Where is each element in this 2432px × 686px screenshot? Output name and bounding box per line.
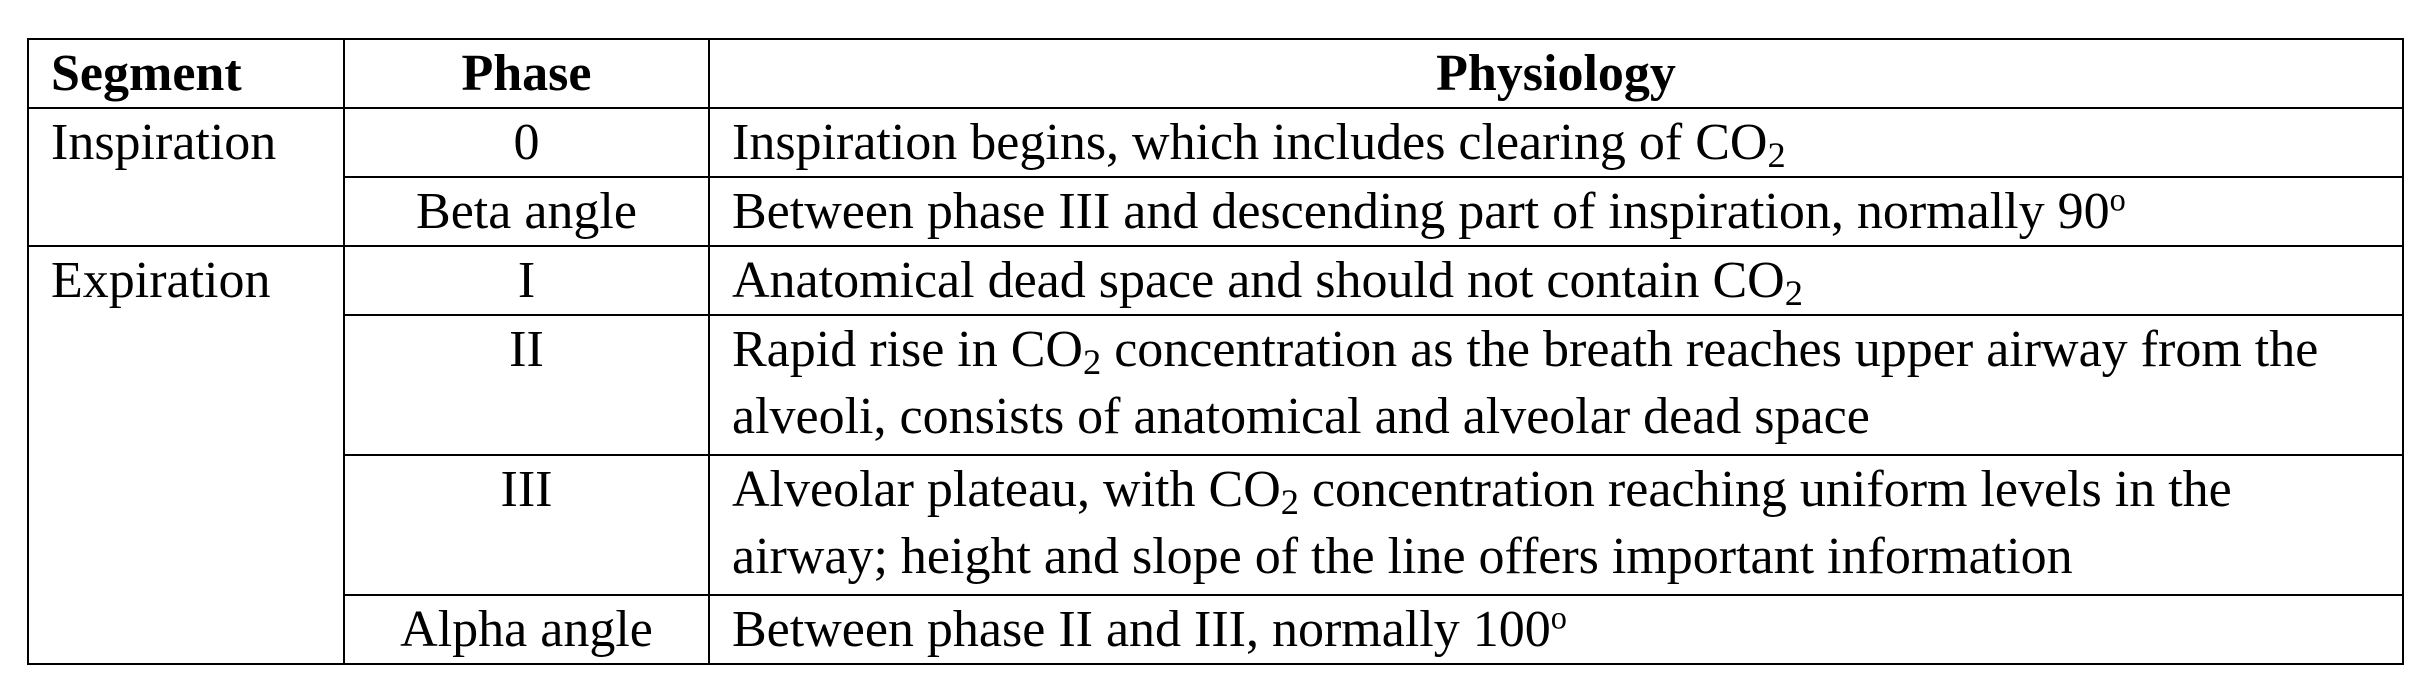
phase-cell: 0 (344, 108, 709, 177)
physiology-text: Alveolar plateau, with CO (732, 461, 1281, 518)
degree-superscript: o (1550, 599, 1567, 636)
physiology-text: Between phase II and III, normally 100 (732, 601, 1551, 658)
header-segment: Segment (28, 39, 344, 108)
co2-subscript: 2 (1767, 135, 1786, 175)
header-row (28, 39, 2403, 108)
physiology-text-cont: concentration as the breath reaches upper airway from the alveoli, consists of anatomical and alveolar dead space (732, 321, 2319, 445)
physiology-text: Between phase III and descending part of inspiration, normally 90 (732, 183, 2110, 240)
header-phase: Phase (344, 39, 709, 108)
table-row (28, 595, 2403, 664)
physiology-text-cont: concentration reaching uniform levels in the airway; height and slope of the line offers important information (732, 461, 2232, 585)
header-physiology: Physiology (709, 39, 2403, 108)
physiology-cell (709, 108, 2403, 177)
capnography-phases-table (27, 38, 2404, 665)
physiology-text: Anatomical dead space and should not contain CO (732, 252, 1785, 309)
physiology-text: Inspiration begins, which includes clearing of CO (732, 114, 1768, 171)
table-row (28, 108, 2403, 177)
physiology-cell (709, 177, 2403, 246)
co2-subscript: 2 (1082, 342, 1102, 382)
table-row (28, 455, 2403, 595)
phase-cell: Beta angle (344, 177, 709, 246)
physiology-cell (709, 246, 2403, 315)
segment-cell-expiration: Expiration (28, 246, 344, 664)
degree-superscript: o (2109, 181, 2126, 218)
physiology-cell (709, 455, 2403, 595)
co2-subscript: 2 (1784, 273, 1803, 313)
table-row (28, 246, 2403, 315)
table-row (28, 315, 2403, 455)
phase-cell: I (344, 246, 709, 315)
physiology-cell (709, 315, 2403, 455)
physiology-text: Rapid rise in CO (732, 321, 1083, 378)
phase-cell: III (344, 455, 709, 595)
phase-cell: II (344, 315, 709, 455)
phase-cell: Alpha angle (344, 595, 709, 664)
table-row (28, 177, 2403, 246)
physiology-cell (709, 595, 2403, 664)
segment-cell-inspiration: Inspiration (28, 108, 344, 246)
co2-subscript: 2 (1280, 482, 1299, 522)
